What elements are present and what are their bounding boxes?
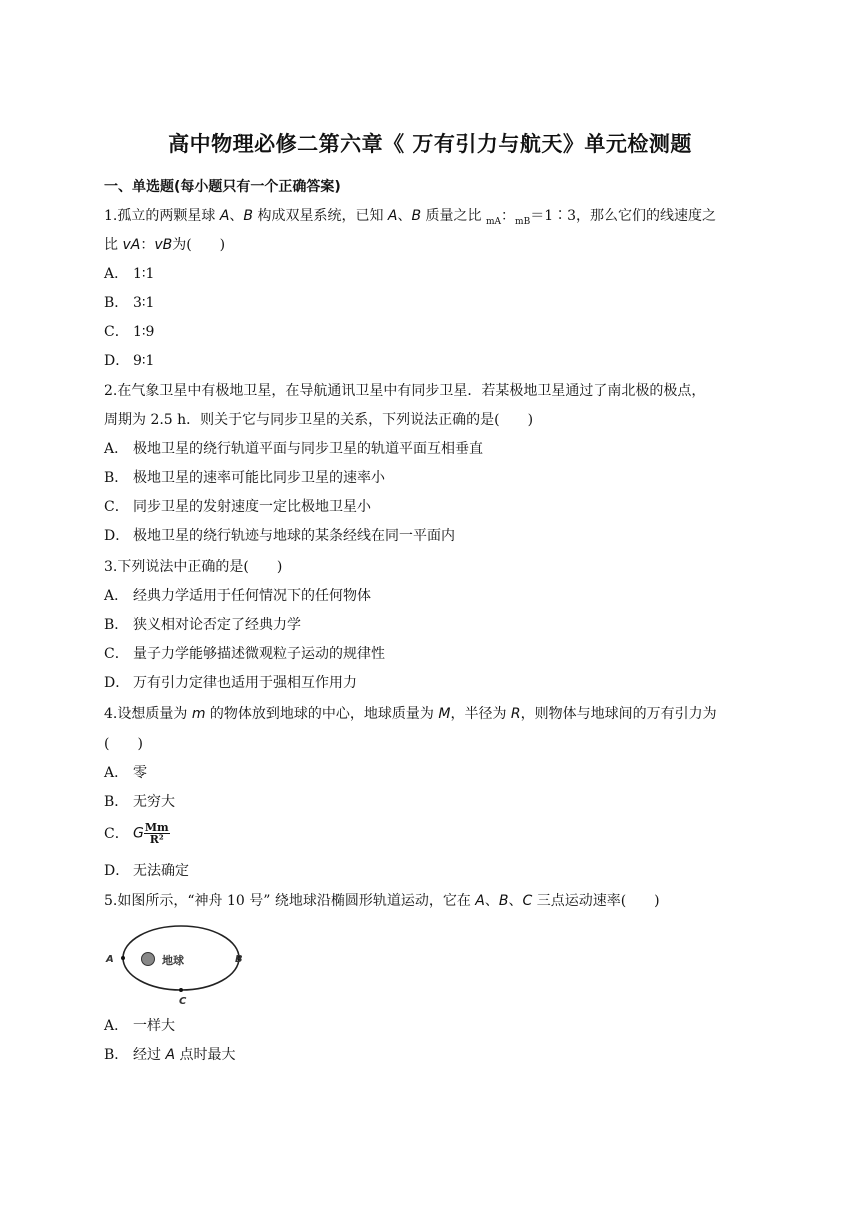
question-5-option-a: A． 一样大 <box>104 1018 175 1034</box>
point-a-label: A <box>106 954 114 965</box>
question-4-line-1: 4.设想质量为 m 的物体放到地球的中心，地球质量为 M，半径为 R，则物体与地球间的万有引力为 <box>104 706 717 722</box>
question-2-option-b: B． 极地卫星的速率可能比同步卫星的速率小 <box>104 470 385 486</box>
question-4-line-2: ( ) <box>104 736 143 752</box>
point-c-label: C <box>179 996 187 1007</box>
question-3-option-c: C． 量子力学能够描述微观粒子运动的规律性 <box>104 646 385 662</box>
question-4-option-b: B． 无穷大 <box>104 794 175 810</box>
question-2-line-2: 周期为 2.5 h．则关于它与同步卫星的关系，下列说法正确的是( ) <box>104 412 534 428</box>
question-2-option-a: A． 极地卫星的绕行轨道平面与同步卫星的轨道平面互相垂直 <box>104 441 483 457</box>
earth-icon <box>142 953 155 966</box>
question-3-option-d: D． 万有引力定律也适用于强相互作用力 <box>104 675 357 691</box>
point-a-marker <box>121 956 125 960</box>
section-heading: 一、单选题(每小题只有一个正确答案) <box>104 179 341 195</box>
question-1-option-d: D． 9∶1 <box>104 353 155 369</box>
question-3-line-1: 3.下列说法中正确的是( ) <box>104 559 283 575</box>
question-1-line-1: 1.孤立的两颗星球 A、B 构成双星系统，已知 A、B 质量之比 $_{mA}$：$_{mB}$＝1∶3，那么它们的线速度之 <box>104 208 717 227</box>
point-c-marker <box>179 988 183 992</box>
document-title: 高中物理必修二第六章《 万有引力与航天》单元检测题 <box>168 132 692 156</box>
question-2-option-c: C． 同步卫星的发射速度一定比极地卫星小 <box>104 499 371 515</box>
question-4-option-a: A． 零 <box>104 765 147 781</box>
earth-label: 地球 <box>162 954 184 967</box>
point-b-label: B <box>235 954 243 965</box>
question-5-line-1: 5.如图所示，“神舟 10 号” 绕地球沿椭圆形轨道运动，它在 A、B、C 三点运动速率( ) <box>104 893 660 909</box>
question-4-option-c: C． G $\frac{Mm}{\text{R²}}$ <box>104 821 169 846</box>
gravity-constant-symbol: G <box>133 825 144 842</box>
question-4-option-d: D． 无法确定 <box>104 863 189 879</box>
question-3-option-a: A． 经典力学适用于任何情况下的任何物体 <box>104 588 371 604</box>
orbit-diagram <box>102 920 252 1008</box>
question-1-option-b: B． 3∶1 <box>104 295 155 311</box>
question-2-option-d: D． 极地卫星的绕行轨迹与地球的某条经线在同一平面内 <box>104 528 455 544</box>
question-5-option-b: B． 经过 A 点时最大 <box>104 1047 236 1063</box>
formula-fraction: $\frac{Mm}{\text{R²}}$ <box>144 821 169 846</box>
question-1-option-a: A． 1∶1 <box>104 266 155 282</box>
question-3-option-b: B． 狭义相对论否定了经典力学 <box>104 617 301 633</box>
question-1-line-2: 比 vA：vB为( ) <box>104 237 226 253</box>
question-1-option-c: C． 1∶9 <box>104 324 155 340</box>
question-2-line-1: 2.在气象卫星中有极地卫星，在导航通讯卫星中有同步卫星．若某极地卫星通过了南北极的极点， <box>104 383 706 399</box>
